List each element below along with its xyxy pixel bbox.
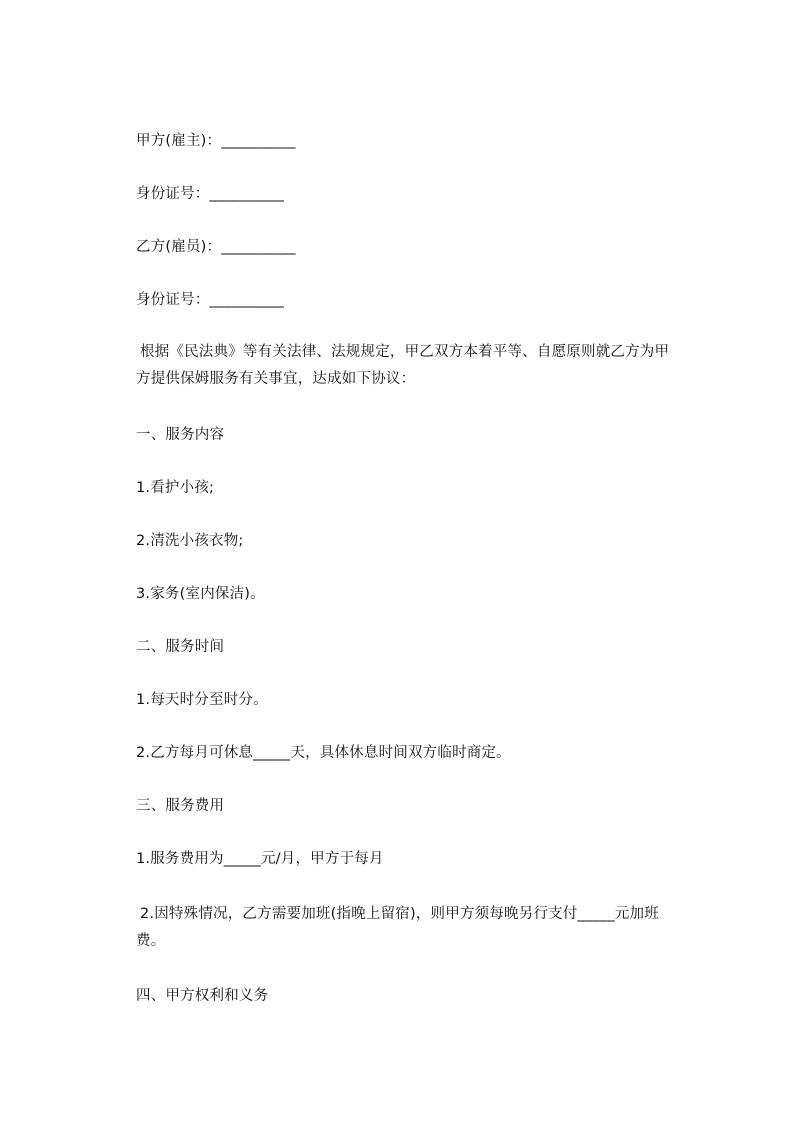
preamble-paragraph: 根据《民法典》等有关法律、法规规定，甲乙双方本着平等、自愿原则就乙方为甲方提供保姆服务有关事宜，达成如下协议： <box>136 344 670 387</box>
section-3-item-2: 2.因特殊情况，乙方需要加班(指晚上留宿)，则甲方须每晚另行支付_____元加班费。 <box>136 906 659 949</box>
section-2-item-2: 2.乙方每月可休息_____天，具体休息时间双方临时商定。 <box>136 745 511 761</box>
section-3-title: 三、服务费用 <box>136 798 225 814</box>
section-1-item-3: 3.家务(室内保洁)。 <box>136 586 265 602</box>
party-b-field: 乙方(雇员)：__________ <box>136 239 296 255</box>
section-2-title: 二、服务时间 <box>136 639 225 655</box>
party-a-id-field: 身份证号：__________ <box>136 186 284 202</box>
section-1-title: 一、服务内容 <box>136 427 225 443</box>
section-3-item-1: 1.服务费用为_____元/月，甲方于每月 <box>136 851 384 867</box>
section-1-item-1: 1.看护小孩; <box>136 480 215 496</box>
section-4-title: 四、甲方权利和义务 <box>136 988 269 1004</box>
party-a-field: 甲方(雇主)：__________ <box>136 133 296 149</box>
section-1-item-2: 2.清洗小孩衣物; <box>136 533 244 549</box>
section-2-item-1: 1.每天时分至时分。 <box>136 692 268 708</box>
party-b-id-field: 身份证号：__________ <box>136 292 284 308</box>
